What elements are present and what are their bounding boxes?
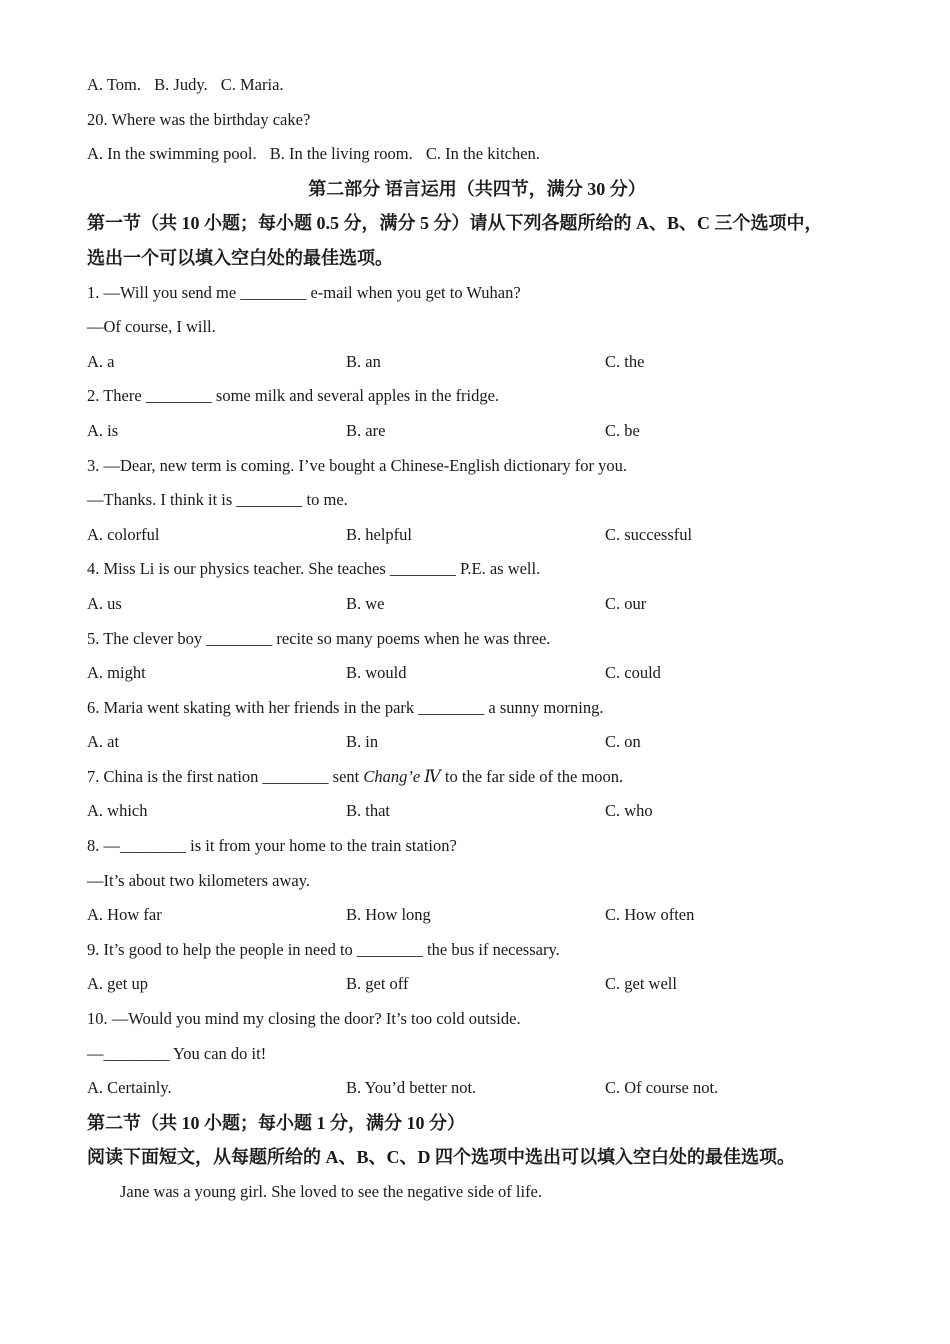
option-c: C. the <box>605 351 645 371</box>
option-b: B. are <box>346 420 386 440</box>
option-b: B. get off <box>346 974 409 994</box>
option-c: C. be <box>605 420 640 440</box>
q20-question: 20. Where was the birthday cake? <box>87 109 311 129</box>
question-7-italic-name: Chang’e Ⅳ <box>363 766 441 786</box>
option-c: C. on <box>605 732 641 752</box>
option-c: C. could <box>605 663 661 683</box>
question-9-line-1: 9. It’s good to help the people in need to ________ the bus if necessary. <box>87 939 560 959</box>
question-3-options <box>87 518 867 553</box>
question-2-line-1: 2. There ________ some milk and several apples in the fridge. <box>87 386 500 406</box>
question-6-options <box>87 725 867 760</box>
option-a: A. Tom. <box>87 75 142 94</box>
question-5-line-1: 5. The clever boy ________ recite so many poems when he was three. <box>87 628 551 648</box>
option-c: C. our <box>605 593 647 613</box>
question-7-suffix: to the far side of the moon. <box>440 766 624 786</box>
option-a: A. is <box>87 420 119 440</box>
section1-instruction-line1: 第一节（共 10 小题；每小题 0.5 分，满分 5 分）请从下列各题所给的 A、B、C 三个选项中， <box>87 213 823 234</box>
question-1-line-1: 1. —Will you send me ________ e-mail when you get to Wuhan? <box>87 282 521 302</box>
question-8-line-2: —It’s about two kilometers away. <box>87 870 311 890</box>
option-b: B. In the living room. <box>269 144 413 164</box>
q20-options <box>87 137 867 172</box>
option-b: B. we <box>346 593 385 613</box>
question-8-line-1: 8. —________ is it from your home to the train station? <box>87 836 457 856</box>
option-c: C. In the kitchen. <box>425 144 540 164</box>
question-2-options <box>87 414 867 449</box>
question-7-prefix: 7. China is the first nation ________ sent <box>87 766 364 786</box>
option-c: C. get well <box>605 974 677 994</box>
option-a: A. In the swimming pool. <box>87 144 257 164</box>
option-c: C. successful <box>605 524 693 544</box>
question-5-options <box>87 656 867 691</box>
option-a: A. Certainly. <box>87 1078 172 1098</box>
question-10-line-2: —________ You can do it! <box>87 1043 267 1063</box>
option-a: A. might <box>87 663 146 683</box>
option-c: C. How often <box>605 905 695 925</box>
section2-instruction: 阅读下面短文，从每题所给的 A、B、C、D 四个选项中选出可以填入空白处的最佳选项。 <box>87 1147 795 1168</box>
question-10-line-1: 10. —Would you mind my closing the door? It’s too cold outside. <box>87 1009 521 1029</box>
question-4-line-1: 4. Miss Li is our physics teacher. She teaches ________ P.E. as well. <box>87 559 541 579</box>
question-8-options <box>87 898 867 933</box>
option-b: B. How long <box>346 905 431 925</box>
option-c: C. Of course not. <box>605 1078 719 1098</box>
option-a: A. a <box>87 351 115 371</box>
section2-title: 第二节（共 10 小题；每小题 1 分，满分 10 分） <box>87 1112 465 1133</box>
exam-page <box>87 68 867 1210</box>
option-a: A. get up <box>87 974 148 994</box>
question-9-options <box>87 967 867 1002</box>
option-b: B. that <box>346 801 390 821</box>
section1-instruction-line2: 选出一个可以填入空白处的最佳选项。 <box>87 247 393 268</box>
option-a: A. us <box>87 593 122 613</box>
question-4-options <box>87 587 867 622</box>
option-b: B. helpful <box>346 524 412 544</box>
question-7-options <box>87 794 867 829</box>
question-7-line-1 <box>87 760 867 795</box>
question-1-options <box>87 345 867 380</box>
option-c: C. Maria. <box>220 75 284 94</box>
option-c: C. who <box>605 801 653 821</box>
option-a: A. colorful <box>87 524 160 544</box>
question-3-line-1: 3. —Dear, new term is coming. I’ve bought a Chinese-English dictionary for you. <box>87 455 628 475</box>
option-b: B. You’d better not. <box>346 1078 477 1098</box>
part2-title: 第二部分 语言运用（共四节，满分 30 分） <box>308 178 646 199</box>
question-6-line-1: 6. Maria went skating with her friends in the park ________ a sunny morning. <box>87 697 604 717</box>
question-3-line-2: —Thanks. I think it is ________ to me. <box>87 490 348 510</box>
option-b: B. an <box>346 351 381 371</box>
question-1-line-2: —Of course, I will. <box>87 317 216 337</box>
option-a: A. at <box>87 732 120 752</box>
question-10-options <box>87 1071 867 1106</box>
q19-options <box>87 68 867 103</box>
option-a: A. How far <box>87 905 162 925</box>
option-a: A. which <box>87 801 148 821</box>
passage-first-line: Jane was a young girl. She loved to see the negative side of life. <box>120 1182 543 1201</box>
option-b: B. would <box>346 663 407 683</box>
option-b: B. in <box>346 732 379 752</box>
option-b: B. Judy. <box>154 75 208 94</box>
